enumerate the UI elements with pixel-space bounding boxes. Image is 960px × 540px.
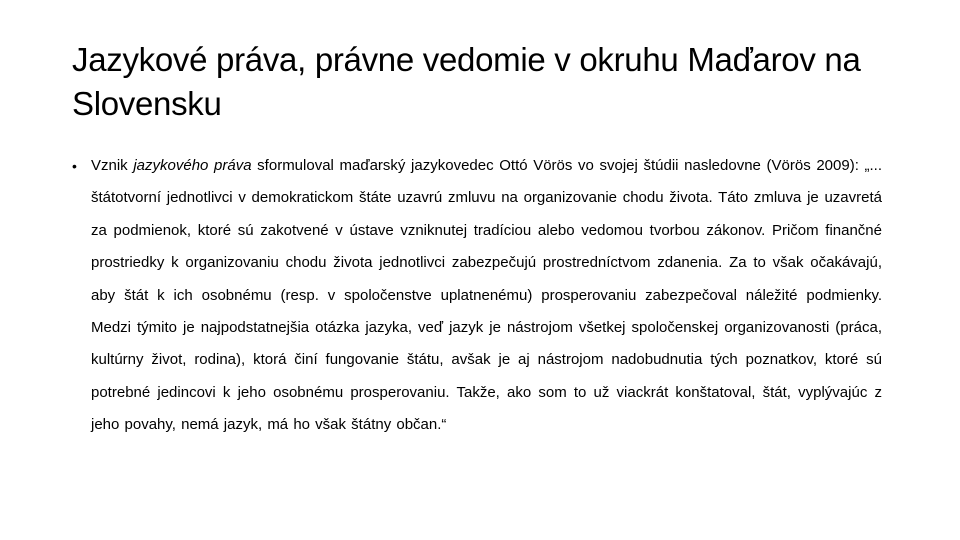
slide-body bbox=[72, 150, 882, 442]
bullet-paragraph bbox=[72, 150, 882, 442]
paragraph-italic-term: jazykového práva bbox=[133, 157, 252, 174]
paragraph-intro: Vznik bbox=[91, 157, 134, 174]
paragraph-quote: sformuloval maďarský jazykovedec Ottó Vörös vo svojej štúdii nasledovne (Vörös 2009): „... štátotvorní jednotlivci v demokratickom štáte uzavrú zmluvu na organizovanie chodu života. Táto zmluva je uzavretá za podmienok, ktoré sú zakotvené v ústave vzniknutej tradíciou alebo vedomou tvorbou zákonov. Pričom finančné prostriedky k organizovaniu chodu života jednotlivci zabezpečujú prostredníctvom zdanenia. Za to však očakávajú, aby štát k ich osobnému (resp. v spoločenstve uplatnenému) prosperovaniu zabezpečoval náležité podmienky. Medzi týmito je najpodstatnejšia otázka jazyka, veď jazyk je nástrojom všetkej spoločenskej organizovanosti (práca, kultúrny život, rodina), ktorá činí fungovanie štátu, avšak je aj nástrojom nadobudnutia tých poznatkov, ktoré sú potrebné jedincovi k jeho osobnému prosperovaniu. Takže, ako som to už viackrát konštatoval, štát, vyplývajúc z jeho povahy, nemá jazyk, má ho však štátny občan.“ bbox=[91, 157, 883, 434]
bullet-icon: • bbox=[72, 158, 77, 174]
slide-title: Jazykové práva, právne vedomie v okruhu Maďarov na Slovensku bbox=[72, 41, 861, 122]
